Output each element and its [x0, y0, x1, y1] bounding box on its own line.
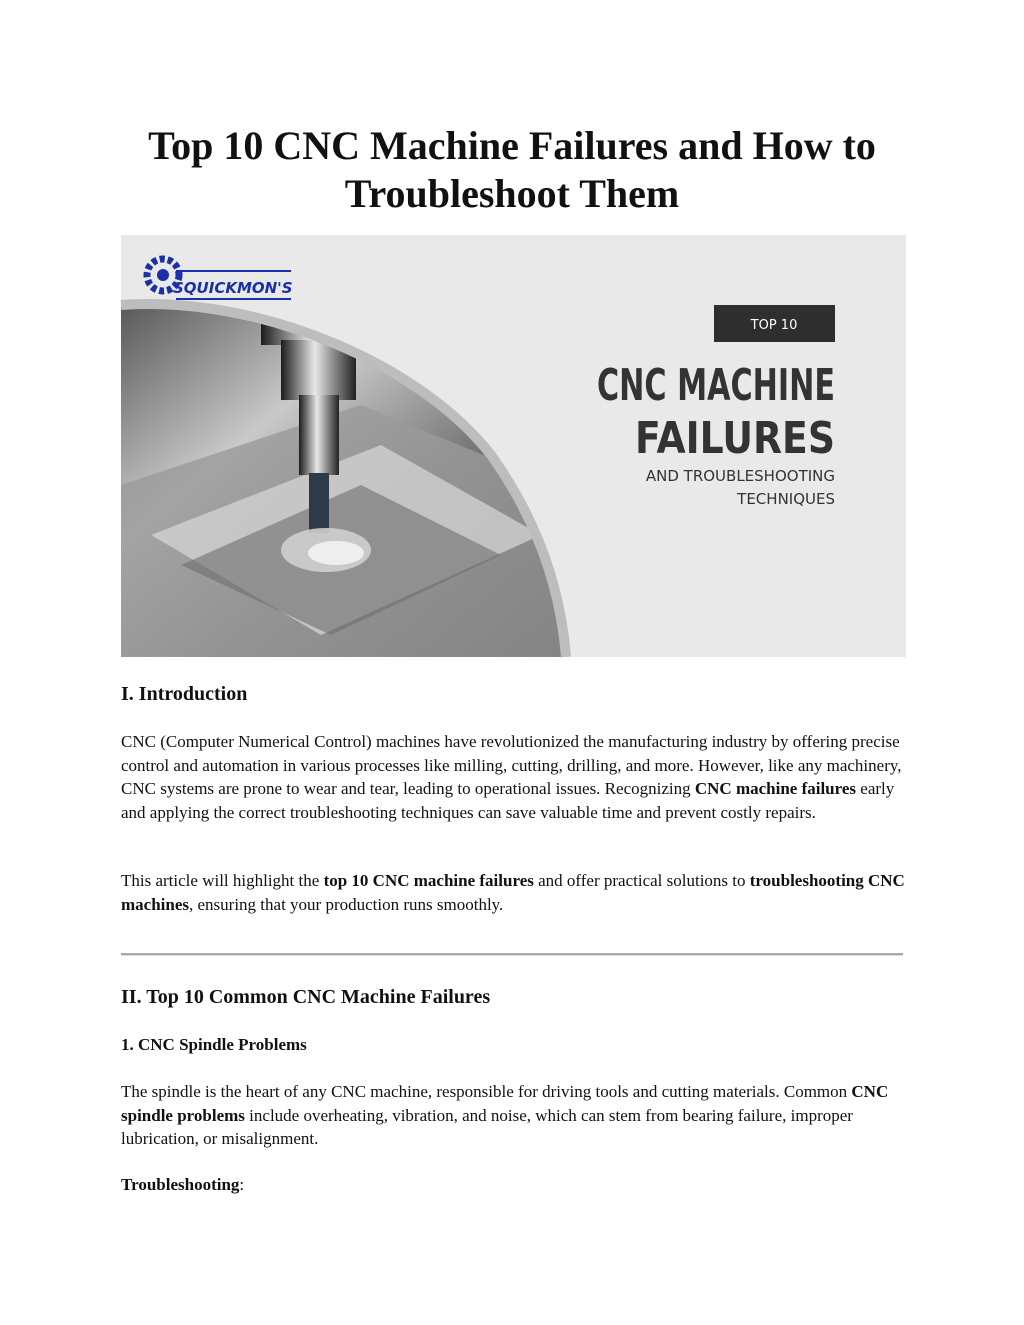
intro-paragraph-1 — [121, 730, 911, 824]
section-divider — [121, 953, 903, 956]
bold-term: CNC spindle problems — [121, 1082, 889, 1125]
section2-heading: II. Top 10 Common CNC Machine Failures — [121, 986, 491, 1008]
text-run: include overheating, vibration, and noise, which can stem from bearing failure, improper lubrication, or misalignment. — [121, 1105, 853, 1148]
intro-heading: I. Introduction — [121, 683, 248, 705]
bold-term: top 10 CNC machine failures — [323, 871, 534, 890]
text-run: early and applying the correct troubleshooting techniques can save valuable time and prevent costly repairs. — [121, 779, 895, 822]
subsection-spindle-heading: 1. CNC Spindle Problems — [121, 1035, 307, 1054]
bold-term: Troubleshooting — [121, 1175, 240, 1194]
banner-graphic — [121, 235, 906, 657]
banner-headline-line2: FAILURES — [635, 413, 835, 464]
text-run: CNC (Computer Numerical Control) machines have revolutionized the manufacturing industry by offering precise control and automation in various processes like milling, cutting, drilling, and more. However, like any machinery, CNC systems are prone to wear and tear, leading to operational issues. Recognizing — [121, 732, 902, 798]
bold-term: troubleshooting CNC machines — [121, 871, 905, 914]
troubleshooting-label — [121, 1173, 911, 1197]
bold-term: CNC machine failures — [694, 779, 857, 798]
text-run: and offer practical solutions to — [533, 871, 750, 890]
text-run: , ensuring that your production runs smoothly. — [189, 894, 504, 914]
text-run: : — [239, 1175, 245, 1194]
banner-subline1: AND TROUBLESHOOTING — [645, 467, 835, 485]
page-title: Top 10 CNC Machine Failures and How to Troubleshoot Them — [148, 123, 876, 216]
brand-logo-text: SQUICKMON'S — [173, 279, 293, 297]
text-run: This article will highlight the — [121, 871, 324, 890]
text-run: The spindle is the heart of any CNC machine, responsible for driving tools and cutting materials. Common — [121, 1082, 852, 1101]
hero-banner-image — [121, 235, 906, 657]
intro-paragraph-2 — [121, 869, 911, 916]
banner-headline-line1: CNC MACHINE — [597, 360, 835, 411]
banner-subline2: TECHNIQUES — [737, 490, 835, 508]
spindle-paragraph — [121, 1080, 911, 1151]
top10-tag-text: TOP 10 — [750, 318, 798, 333]
